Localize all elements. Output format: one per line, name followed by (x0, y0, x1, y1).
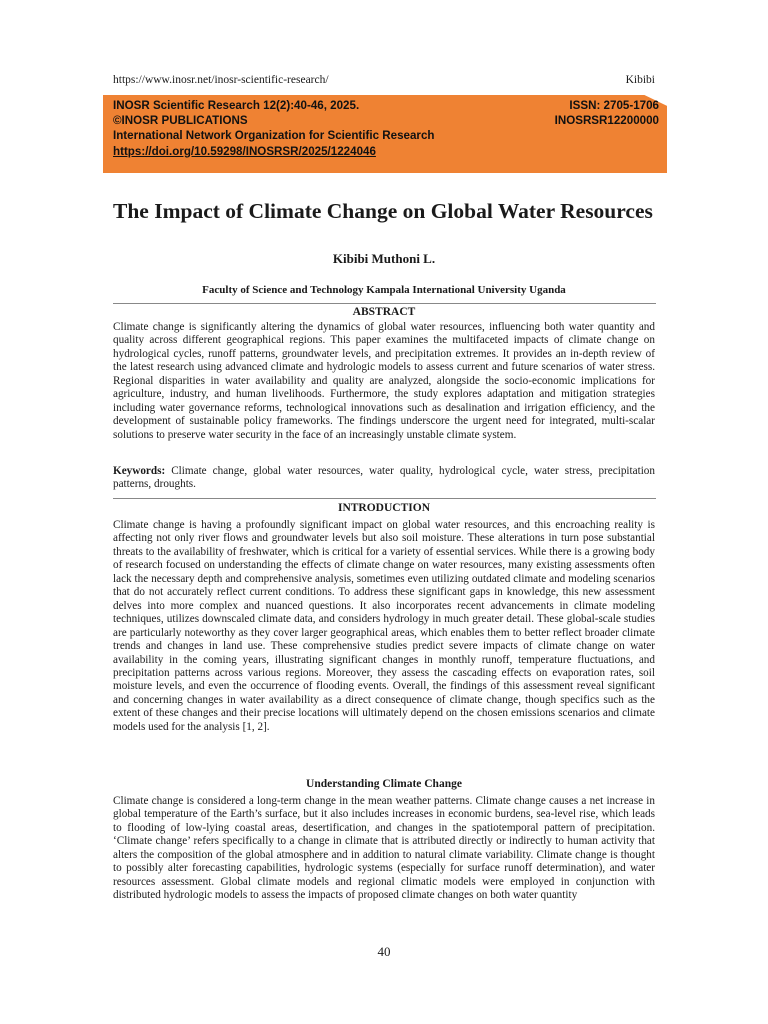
paper-title: The Impact of Climate Change on Global Water Resources (113, 199, 653, 223)
running-author: Kibibi (625, 74, 655, 86)
divider (113, 498, 656, 499)
keywords-text: Climate change, global water resources, water quality, hydrological cycle, water stress, precipitation patterns, droughts. (113, 465, 655, 491)
introduction-heading: INTRODUCTION (337, 502, 430, 514)
journal-url[interactable]: https://www.inosr.net/inosr-scientific-research/ (113, 74, 329, 86)
author-affiliation: Faculty of Science and Technology Kampala International University Uganda (202, 284, 566, 296)
running-header (113, 74, 655, 86)
divider (113, 303, 656, 304)
publisher: ©INOSR PUBLICATIONS (113, 114, 248, 128)
journal-citation: INOSR Scientific Research 12(2):40-46, 2025. (113, 99, 360, 112)
organization: International Network Organization for Scientific Research (113, 129, 435, 143)
introduction-text: Climate change is having a profoundly significant impact on global water resources, and this encroaching reality is affecting not only river flows and groundwater levels but also soil moisture. These alterations in turn pose substantial threats to the availability of freshwater, which is critical for a variety of essential services. While there is a growing body of research focused on understanding the effects of climate change on water resources, many existing assessments often lack the necessary depth and comprehensive analysis, sometimes even utilizing outdated climate and modeling scenarios that do not accurately reflect current conditions. To address these significant gaps in knowledge, this new assessment delves into more complex and nuanced questions. It also incorporates recent advancements in climate modeling techniques, utilizes downscaled climate data, and considers hydrology in much greater detail. These global-scale studies are particularly noteworthy as they cover larger geographical areas, which enables them to better reflect broader climate trends and changes in land use. These comprehensive studies predict severe impacts of climate change on water availability in the coming years, illustrating significant changes in monthly runoff, temperature fluctuations, and precipitation patterns across various regions. Moreover, they assess the cascading effects on evaporation rates, soil moisture levels, and even the occurrence of flooding events. Overall, the findings of this assessment reveal significant and concerning changes in water availability as a direct consequence of climate change, though specifics such as the extent of these changes and their precise locations will ultimately depend on the chosen emissions scenarios and climate models used for the analysis [1, 2]. (113, 519, 655, 733)
keywords-label: Keywords: (113, 465, 166, 477)
issn: ISSN: 2705-1706 (569, 99, 659, 112)
journal-banner-text (113, 98, 659, 159)
understanding-heading: Understanding Climate Change (306, 778, 462, 790)
understanding-text: Climate change is considered a long-term change in the mean weather patterns. Climate change causes a net increase in global temperature of the Earth’s surface, but it also includes increases in economic burdens, sea-level rise, which leads to flooding of low-lying coastal areas, desertification, and changes in the spatiotemporal pattern of precipitation. ‘Climate change’ refers specifically to a change in climate that is attributed directly or indirectly to human activity that alters the composition of the global atmosphere and in addition to natural climate variability. Climate change is thought to possibly alter forecasting capabilities, hydrologic systems (especially for surface runoff determination), and water resources assessment. Global climate models and regional climatic models were employed in conjunction with distributed hydrologic models to assess the impacts of proposed climate changes on both water quantity (113, 795, 655, 902)
article-code: INOSRSR12200000 (554, 114, 659, 128)
page-number: 40 (377, 944, 391, 959)
keywords (113, 465, 655, 492)
abstract-heading: ABSTRACT (352, 306, 416, 318)
abstract-text: Climate change is significantly altering the dynamics of global water resources, influencing both water quantity and quality across different geographical regions. This paper examines the multifaceted impacts of climate change on hydrological cycles, runoff patterns, groundwater levels, and precipitation extremes. It provides an in-depth review of the latest research using advanced climate and hydrologic models to assess current and future scenarios of water stress. Regional disparities in water availability and quality are analyzed, alongside the socio-economic implications for agriculture, industry, and human livelihoods. Furthermore, the study explores adaptation and mitigation strategies including water governance reforms, technological innovations such as desalination and irrigation efficiency, and the development of sustainable policy frameworks. The findings underscore the urgent need for integrated, multi-scalar solutions to preserve water security in the face of an increasingly unstable climate system. (113, 321, 655, 441)
doi-link[interactable]: https://doi.org/10.59298/INOSRSR/2025/1224046 (113, 144, 376, 158)
paper-author: Kibibi Muthoni L. (332, 251, 436, 266)
